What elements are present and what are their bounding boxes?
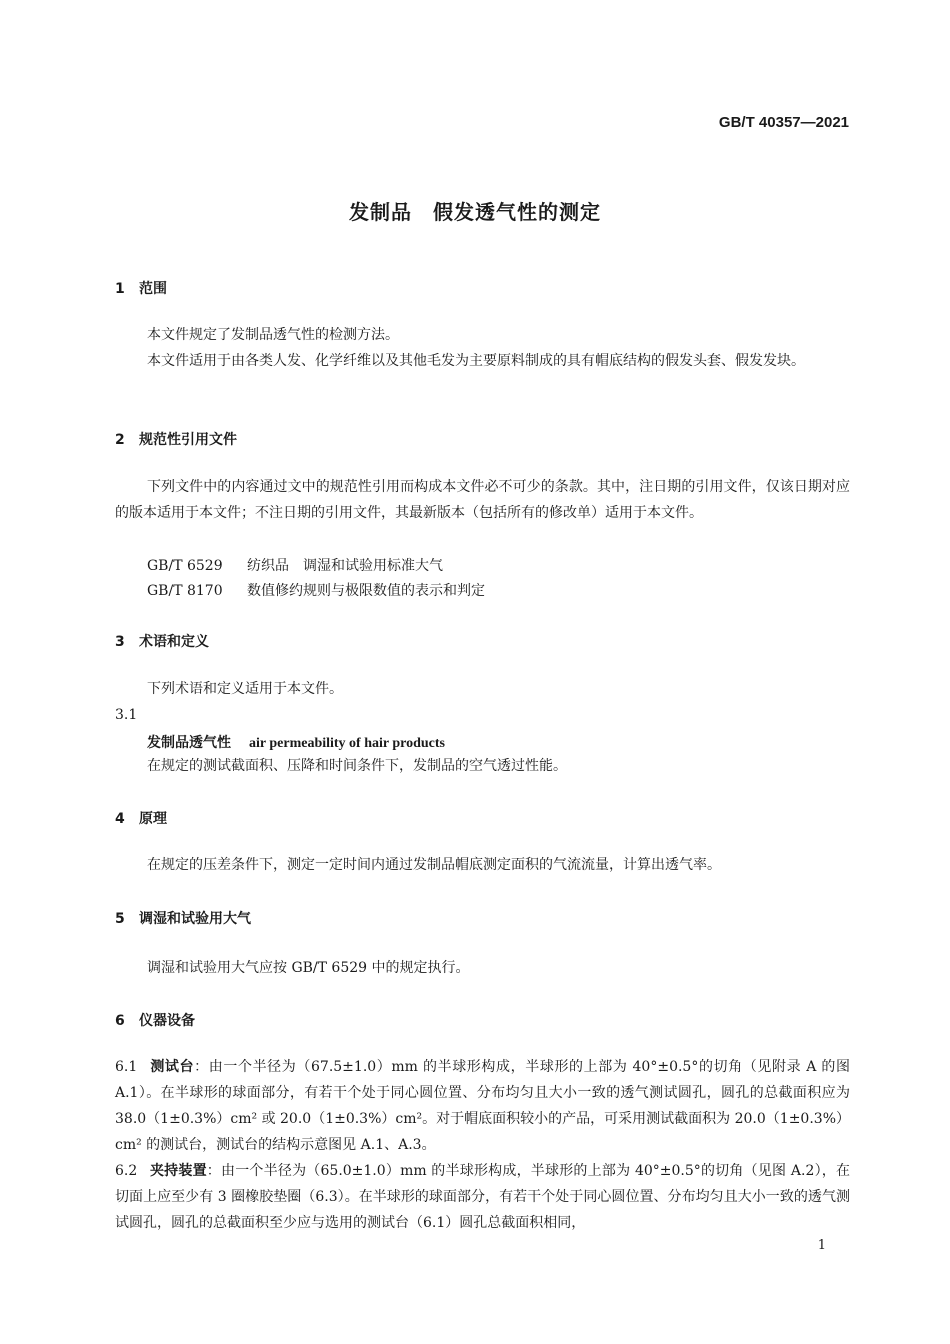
standard-number: GB/T 40357—2021	[718, 114, 849, 131]
section-title: 规范性引用文件	[139, 432, 237, 448]
section-title: 范围	[139, 281, 167, 297]
section-5-paragraph-1: 调湿和试验用大气应按 GB/T 6529 中的规定执行。	[147, 960, 470, 976]
clause-label: 测试台	[150, 1059, 195, 1075]
section-title: 仪器设备	[139, 1013, 195, 1029]
reference-code: GB/T 6529	[147, 558, 223, 574]
normative-reference	[147, 580, 485, 600]
section-1-paragraph-1: 本文件规定了发制品透气性的检测方法。	[147, 327, 399, 343]
section-2-heading	[115, 429, 237, 449]
section-2-paragraph-1: 下列文件中的内容通过文中的规范性引用而构成本文件必不可少的条款。其中，注日期的引用文件，仅该日期对应的版本适用于本文件；不注日期的引用文件，其最新版本（包括所有的修改单）适用于本文件。	[115, 479, 850, 521]
section-number: 4	[115, 811, 125, 827]
reference-title: 数值修约规则与极限数值的表示和判定	[247, 583, 485, 599]
term-chinese: 发制品透气性	[147, 735, 231, 751]
page-number: 1	[817, 1238, 826, 1253]
document-title: 发制品 假发透气性的测定	[349, 200, 601, 224]
clause-6-1	[115, 1054, 850, 1158]
section-title: 原理	[139, 811, 167, 827]
clause-label: 夹持装置	[149, 1163, 207, 1179]
section-1-heading	[115, 278, 167, 298]
section-title: 调湿和试验用大气	[139, 911, 251, 927]
section-number: 1	[115, 281, 125, 297]
clause-text: ：由一个半径为（65.0±1.0）mm 的半球形构成，半球形的上部为 40°±0.5°的切角（见图 A.2），在切面上应至少有 3 圈橡胶垫圈（6.3）。在半球形的球面部分，有若干个处于同心圆位置、分布均匀且大小一致的透气测试圆孔，圆孔的总截面积至少应与选用的测试台（6.1）圆孔总截面积相同，	[115, 1163, 851, 1231]
term-english: air permeability of hair products	[249, 736, 445, 751]
section-4-heading	[115, 808, 167, 828]
term-definition: 在规定的测试截面积、压降和时间条件下，发制品的空气透过性能。	[147, 758, 567, 774]
section-3-heading	[115, 631, 209, 651]
section-5-heading	[115, 908, 251, 928]
section-title: 术语和定义	[139, 634, 209, 650]
term-entry	[147, 732, 445, 752]
clause-6-2	[115, 1158, 850, 1236]
reference-title: 纺织品 调湿和试验用标准大气	[247, 558, 443, 574]
normative-reference	[147, 555, 443, 575]
clause-number: 6.1	[115, 1059, 138, 1075]
section-number: 2	[115, 432, 125, 448]
section-6-heading	[115, 1010, 195, 1030]
section-number: 6	[115, 1013, 125, 1029]
section-1-paragraph-2: 本文件适用于由各类人发、化学纤维以及其他毛发为主要原料制成的具有帽底结构的假发头套、假发发块。	[147, 353, 805, 369]
section-4-paragraph-1: 在规定的压差条件下，测定一定时间内通过发制品帽底测定面积的气流流量，计算出透气率。	[147, 857, 721, 873]
term-number: 3.1	[115, 707, 138, 723]
clause-text: ：由一个半径为（67.5±1.0）mm 的半球形构成，半球形的上部为 40°±0.5°的切角（见附录 A 的图 A.1）。在半球形的球面部分，有若干个处于同心圆位置、分布均匀且大小一致的透气测试圆孔，圆孔的总截面积应为 38.0（1±0.3%）cm² 或 20.0（1±0.3%）cm²。对于帽底面积较小的产品，可采用测试截面积为 20.0（1±0.3%）cm² 的测试台，测试台的结构示意图见 A.1、A.3。	[115, 1059, 851, 1153]
reference-code: GB/T 8170	[147, 583, 223, 599]
section-number: 3	[115, 634, 125, 650]
clause-number: 6.2	[115, 1163, 138, 1179]
section-3-paragraph-1: 下列术语和定义适用于本文件。	[147, 681, 343, 697]
section-number: 5	[115, 911, 125, 927]
